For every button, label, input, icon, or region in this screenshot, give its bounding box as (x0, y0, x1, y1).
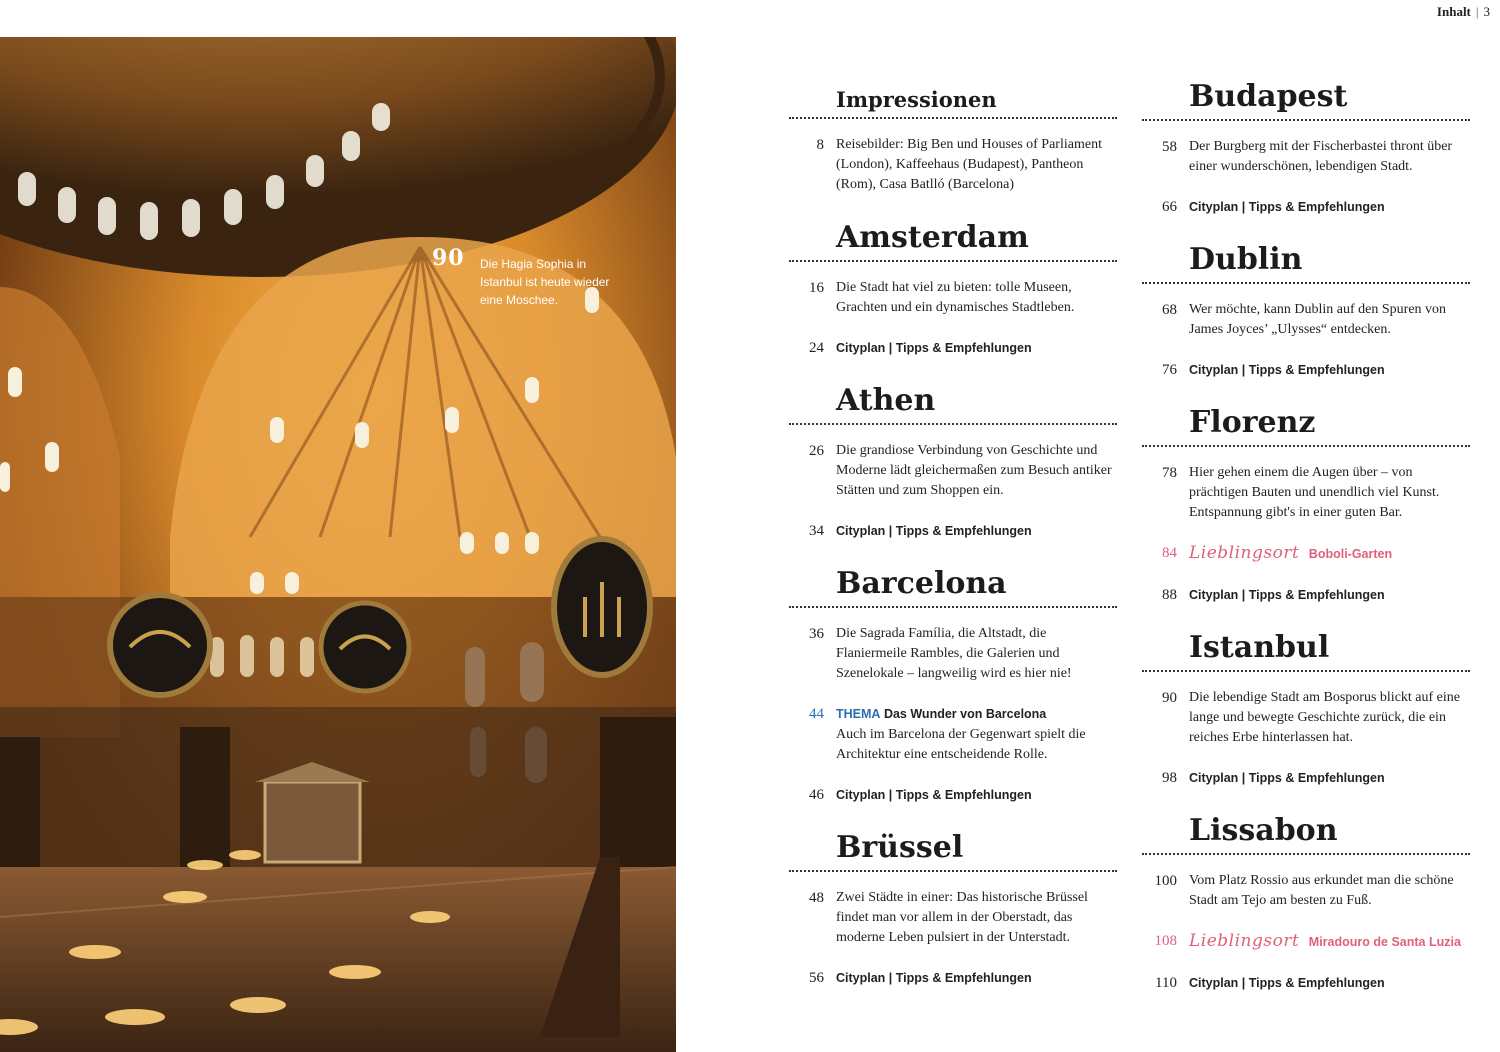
entry-text: Auch im Barcelona der Gegenwart spielt die Architektur eine entscheidende Rolle. (836, 727, 1086, 763)
toc-entry[interactable] (1142, 300, 1470, 340)
toc-entry-cityplan[interactable] (789, 968, 1117, 988)
entry-text: Cityplan | Tipps & Empfehlungen (836, 788, 1032, 803)
section-title: Amsterdam (836, 220, 1029, 256)
page-number: 76 (1162, 362, 1177, 378)
section-athen (789, 384, 1117, 541)
section-amsterdam (789, 221, 1117, 358)
section-budapest (1142, 80, 1470, 217)
page-number: 78 (1162, 465, 1177, 481)
page-number: 88 (1162, 587, 1177, 603)
page-number: 36 (809, 626, 824, 643)
entry-text: Cityplan | Tipps & Empfehlungen (1189, 976, 1385, 990)
toc-entry-thema[interactable] (789, 704, 1117, 765)
entry-text: Cityplan | Tipps & Empfehlungen (836, 341, 1032, 356)
section-impressionen (789, 80, 1117, 195)
hagia-sophia-photo (0, 37, 676, 1052)
dotted-rule (1142, 119, 1470, 121)
header-label: Inhalt (1436, 4, 1471, 19)
entry-text: Cityplan | Tipps & Empfehlungen (1189, 588, 1385, 602)
toc-entry[interactable] (1142, 688, 1470, 748)
entry-text: Die Sagrada Família, die Altstadt, die Flaniermeile Rambles, die Galerien und Szenelokale – langweilig wird es hier nie! (836, 626, 1072, 682)
dotted-rule (1142, 445, 1470, 447)
entry-text: Zwei Städte in einer: Das historische Brüssel findet man vor allem in der Oberstadt, das moderne Leben pulsiert in der Unterstadt. (836, 890, 1088, 946)
page-number: 98 (1162, 770, 1177, 786)
page-number: 110 (1155, 975, 1177, 991)
page-number: 24 (809, 340, 824, 357)
dotted-rule (1142, 282, 1470, 284)
page-number: 48 (809, 890, 824, 907)
page-number: 58 (1162, 139, 1177, 155)
entry-text: Hier gehen einem die Augen über – von prächtigen Bauten und unendlich viel Kunst. Entspannung gibt's in einer guten Bar. (1189, 465, 1440, 520)
section-bruessel (789, 831, 1117, 988)
caption-page-number: 90 (432, 245, 465, 271)
page-number: 46 (809, 787, 824, 804)
section-title: Dublin (1189, 242, 1303, 277)
lieblingsort-name: Boboli-Garten (1308, 547, 1393, 561)
dotted-rule (789, 423, 1117, 425)
entry-text: Cityplan | Tipps & Empfehlungen (1189, 771, 1385, 785)
section-lissabon (1142, 814, 1470, 993)
section-title: Barcelona (836, 566, 1007, 602)
entry-text: Die lebendige Stadt am Bosporus blickt auf eine lange und bewegte Geschichte zurück, die ein reiches Erbe hinterlassen hat. (1189, 690, 1460, 745)
toc-entry-cityplan[interactable] (789, 338, 1117, 358)
page-number: 16 (809, 280, 824, 297)
toc-column-left (789, 80, 1117, 1008)
page-number: 90 (1162, 690, 1177, 706)
entry-text: Cityplan | Tipps & Empfehlungen (836, 524, 1032, 539)
entry-text: Wer möchte, kann Dublin auf den Spuren von James Joyces’ „Ulysses“ entdecken. (1189, 302, 1447, 337)
toc-entry[interactable] (789, 135, 1117, 195)
toc-entry[interactable] (1142, 463, 1470, 523)
toc-entry-lieblingsort[interactable] (1142, 543, 1470, 565)
dotted-rule (789, 870, 1117, 872)
toc-entry[interactable] (789, 888, 1117, 948)
section-title: Athen (836, 383, 936, 419)
header-page-number: 3 (1483, 4, 1490, 19)
toc-column-right (1142, 80, 1470, 1013)
toc-entry-cityplan[interactable] (789, 785, 1117, 805)
page-number: 44 (809, 706, 824, 723)
thema-label: THEMA (836, 707, 881, 722)
toc-entry[interactable] (789, 278, 1117, 318)
lieblingsort-name: Miradouro de Santa Luzia (1308, 935, 1461, 949)
dotted-rule (789, 606, 1117, 608)
toc-entry[interactable] (1142, 137, 1470, 177)
page-number: 8 (816, 137, 824, 154)
entry-text: Cityplan | Tipps & Empfehlungen (1189, 363, 1385, 377)
page-number: 26 (809, 443, 824, 460)
toc-entry-cityplan[interactable] (1142, 768, 1470, 788)
page-number: 108 (1154, 933, 1177, 949)
entry-text: Die grandiose Verbindung von Geschichte und Moderne lädt gleichermaßen zum Besuch antiker Stätten und zum Shoppen ein. (836, 443, 1112, 499)
section-istanbul (1142, 631, 1470, 788)
page-number: 66 (1162, 199, 1177, 215)
running-header (1437, 4, 1490, 20)
entry-text: Reisebilder: Big Ben und Houses of Parliament (London), Kaffeehaus (Budapest), Pantheon (Rom), Casa Batlló (Barcelona) (836, 137, 1102, 193)
section-title: Florenz (1189, 405, 1316, 440)
page-number: 56 (809, 970, 824, 987)
toc-entry[interactable] (1142, 871, 1470, 911)
toc-entry-cityplan[interactable] (1142, 585, 1470, 605)
page-number: 84 (1162, 545, 1177, 561)
dotted-rule (789, 260, 1117, 262)
lieblingsort-label: Lieblingsort (1189, 931, 1300, 951)
section-title: Istanbul (1189, 630, 1330, 665)
header-separator: | (1475, 4, 1479, 19)
toc-entry-cityplan[interactable] (1142, 360, 1470, 380)
page-number: 100 (1154, 873, 1177, 889)
dotted-rule (1142, 670, 1470, 672)
dotted-rule (1142, 853, 1470, 855)
entry-text: Cityplan | Tipps & Empfehlungen (836, 971, 1032, 986)
section-florenz (1142, 406, 1470, 605)
page-number: 68 (1162, 302, 1177, 318)
entry-text: Vom Platz Rossio aus erkundet man die schöne Stadt am Tejo am besten zu Fuß. (1189, 873, 1454, 908)
entry-text: Die Stadt hat viel zu bieten: tolle Museen, Grachten und ein dynamisches Stadtleben. (836, 280, 1075, 316)
section-title: Impressionen (836, 87, 997, 112)
section-title: Budapest (1189, 79, 1348, 114)
toc-entry-cityplan[interactable] (789, 521, 1117, 541)
caption-text: Die Hagia Sophia in Istanbul ist heute wieder eine Moschee. (480, 257, 610, 307)
toc-entry[interactable] (789, 441, 1117, 501)
section-title: Brüssel (836, 830, 964, 866)
thema-title: Das Wunder von Barcelona (883, 707, 1047, 722)
section-dublin (1142, 243, 1470, 380)
hagia-sophia-illustration (0, 37, 676, 1052)
toc-entry[interactable] (789, 624, 1117, 684)
toc-entry-lieblingsort[interactable] (1142, 931, 1470, 953)
page-number: 34 (809, 523, 824, 540)
toc-entry-cityplan[interactable] (1142, 197, 1470, 217)
lieblingsort-label: Lieblingsort (1189, 543, 1300, 563)
section-barcelona (789, 567, 1117, 805)
dotted-rule (789, 117, 1117, 119)
toc-entry-cityplan[interactable] (1142, 973, 1470, 993)
entry-text: Cityplan | Tipps & Empfehlungen (1189, 200, 1385, 214)
entry-text: Der Burgberg mit der Fischerbastei thront über einer wunderschönen, lebendigen Stadt. (1189, 139, 1453, 174)
section-title: Lissabon (1189, 813, 1338, 848)
